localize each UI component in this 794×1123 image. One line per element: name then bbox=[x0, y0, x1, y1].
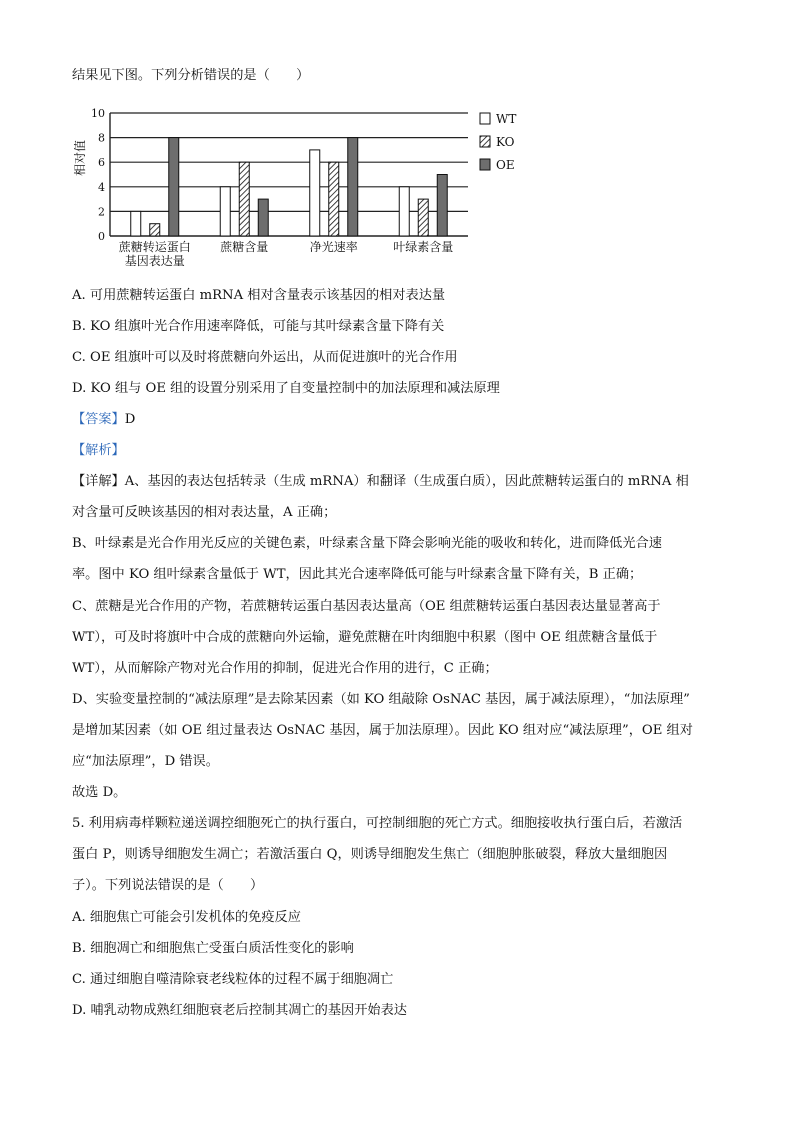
detail-line: 对含量可反映该基因的相对表达量，A 正确； bbox=[72, 505, 337, 520]
x-tick-label: 叶绿素含量 bbox=[393, 240, 454, 254]
legend-swatch-wt bbox=[480, 113, 490, 124]
detail-line: WT），可及时将旗叶中合成的蔗糖向外运输，避免蔗糖在叶肉细胞中积累（图中 OE 组蔗糖含量低于 bbox=[72, 630, 658, 645]
y-tick-label: 0 bbox=[98, 230, 105, 243]
y-tick-label: 8 bbox=[98, 131, 105, 145]
detail-line: B、叶绿素是光合作用光反应的关键色素，叶绿素含量下降会影响光能的吸收和转化，进而降低光合速 bbox=[72, 536, 662, 551]
y-tick-label: 4 bbox=[98, 180, 105, 194]
answer-line bbox=[72, 411, 135, 429]
bar-oe bbox=[437, 175, 447, 237]
q5-option-a: A. 细胞焦亡可能会引发机体的免疫反应 bbox=[72, 910, 301, 925]
detail-line: WT），从而解除产物对光合作用的抑制，促进光合作用的进行，C 正确； bbox=[72, 661, 498, 676]
detail-line: 【详解】A、基因的表达包括转录（生成 mRNA）和翻译（生成蛋白质），因此蔗糖转运蛋白的 mRNA 相 bbox=[72, 474, 689, 489]
bar-ko bbox=[329, 162, 339, 236]
answer-tag: 【答案】 bbox=[72, 412, 125, 427]
analysis-tag: 【解析】 bbox=[72, 443, 125, 458]
q4-option-d: D. KO 组与 OE 组的设置分别采用了自变量控制中的加法原理和减法原理 bbox=[72, 381, 500, 396]
y-tick-label: 2 bbox=[98, 205, 105, 219]
y-tick-label: 10 bbox=[91, 107, 105, 120]
bar-wt bbox=[399, 187, 409, 236]
y-axis-label: 相对值 bbox=[73, 139, 87, 177]
detail-line: D、实验变量控制的“减法原理”是去除某因素（如 KO 组敲除 OsNAC 基因，属于减法原理），“加法原理” bbox=[72, 692, 690, 707]
q5-option-b: B. 细胞凋亡和细胞焦亡受蛋白质活性变化的影响 bbox=[72, 941, 354, 956]
detail-line: 应“加法原理”，D 错误。 bbox=[72, 754, 219, 769]
legend-label-oe: OE bbox=[496, 158, 515, 172]
x-tick-label: 基因表达量 bbox=[124, 254, 185, 268]
bar-ko bbox=[418, 199, 428, 236]
question-intro: 结果见下图。下列分析错误的是（ ） bbox=[72, 68, 310, 83]
x-tick-label: 蔗糖转运蛋白 bbox=[118, 240, 191, 254]
detail-line: C、蔗糖是光合作用的产物，若蔗糖转运蛋白基因表达量高（OE 组蔗糖转运蛋白基因表达量显著高于 bbox=[72, 599, 661, 614]
q4-option-a: A. 可用蔗糖转运蛋白 mRNA 相对含量表示该基因的相对表达量 bbox=[72, 288, 446, 303]
legend-swatch-oe bbox=[480, 159, 490, 170]
answer-value: D bbox=[124, 412, 136, 427]
bar-ko bbox=[150, 224, 160, 236]
q5-stem-line: 5. 利用病毒样颗粒递送调控细胞死亡的执行蛋白，可控制细胞的死亡方式。细胞接收执行蛋白后，若激活 bbox=[72, 816, 683, 831]
bar-ko bbox=[239, 162, 249, 236]
bar-wt bbox=[310, 150, 320, 236]
x-tick-label: 净光速率 bbox=[309, 240, 358, 254]
legend-swatch-ko bbox=[480, 136, 490, 147]
legend-label-ko: KO bbox=[496, 135, 515, 149]
detail-conclusion: 故选 D。 bbox=[72, 785, 127, 800]
bar-oe bbox=[169, 138, 179, 236]
q4-option-c: C. OE 组旗叶可以及时将蔗糖向外运出，从而促进旗叶的光合作用 bbox=[72, 350, 458, 365]
bar-wt bbox=[220, 187, 230, 236]
detail-line: 是增加某因素（如 OE 组过量表达 OsNAC 基因，属于加法原理）。因此 KO 组对应“减法原理”，OE 组对 bbox=[72, 723, 693, 738]
q5-stem-line: 子）。下列说法错误的是（ ） bbox=[72, 878, 264, 893]
q5-stem-line: 蛋白 P，则诱导细胞发生凋亡；若激活蛋白 Q，则诱导细胞发生焦亡（细胞肿胀破裂，释放大量细胞因 bbox=[72, 847, 668, 862]
q5-option-c: C. 通过细胞自噬清除衰老线粒体的过程不属于细胞凋亡 bbox=[72, 972, 394, 987]
bar-oe bbox=[258, 199, 268, 236]
q4-option-b: B. KO 组旗叶光合作用速率降低，可能与其叶绿素含量下降有关 bbox=[72, 319, 445, 334]
x-tick-label: 蔗糖含量 bbox=[220, 240, 269, 254]
bar-wt bbox=[131, 211, 141, 236]
bar-oe bbox=[348, 138, 358, 236]
detail-tag: 【详解】 bbox=[72, 474, 125, 489]
detail-line: 率。图中 KO 组叶绿素含量低于 WT，因此其光合速率降低可能与叶绿素含量下降有关，B 正确； bbox=[72, 567, 643, 582]
y-tick-label: 6 bbox=[98, 156, 105, 170]
q5-option-d: D. 哺乳动物成熟红细胞衰老后控制其凋亡的基因开始表达 bbox=[72, 1003, 407, 1018]
legend-label-wt: WT bbox=[496, 112, 517, 126]
bar-chart bbox=[70, 100, 550, 275]
